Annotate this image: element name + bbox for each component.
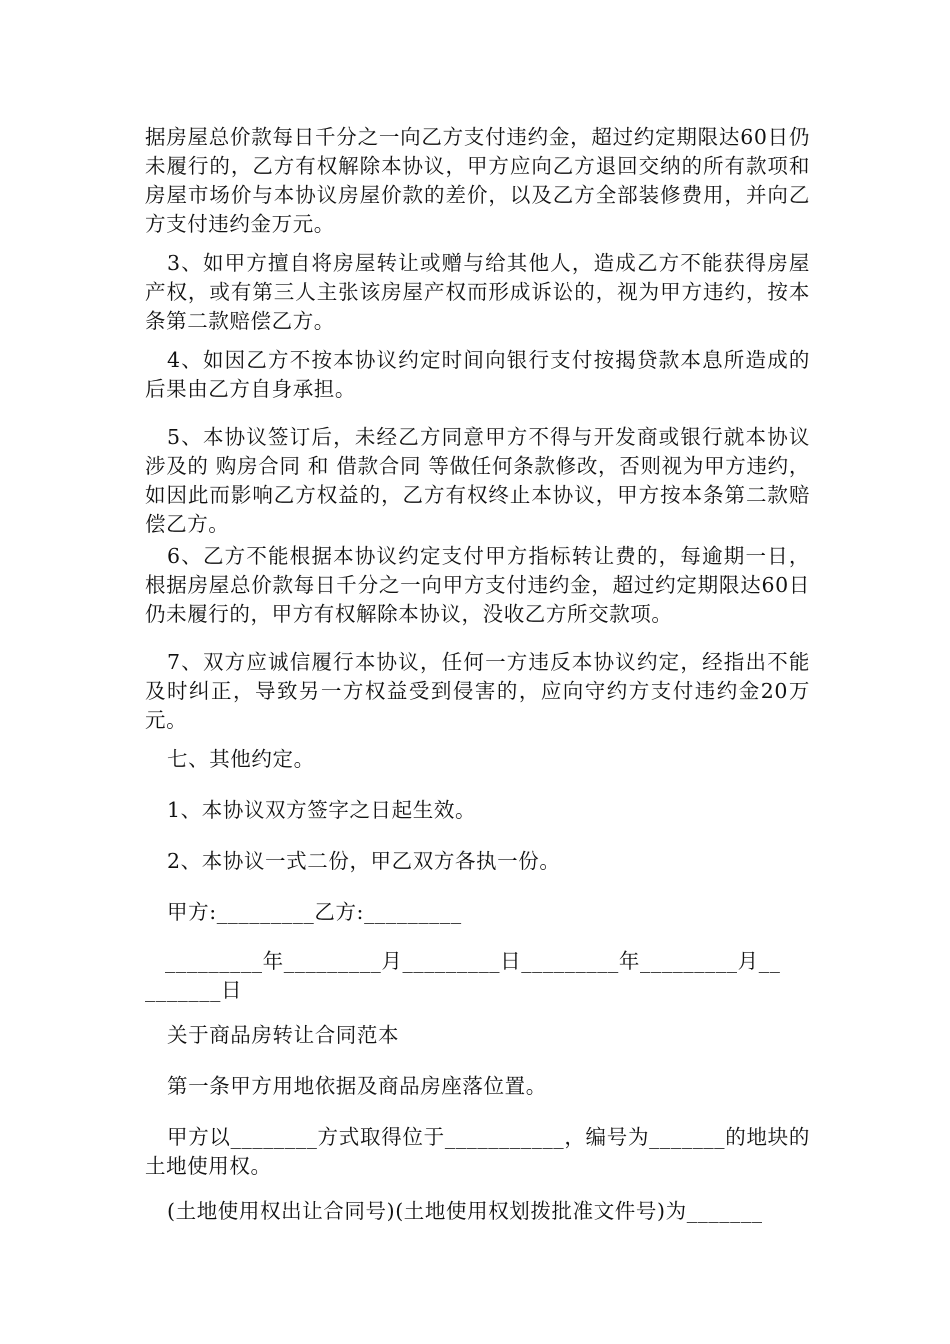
paragraph-clause-3: 3、如甲方擅自将房屋转让或赠与给其他人，造成乙方不能获得房屋产权，或有第三人主张该房屋产权而形成诉讼的，视为甲方违约，按本条第二款赔偿乙方。: [145, 251, 810, 333]
paragraph-penalty-continuation: 据房屋总价款每日千分之一向乙方支付违约金，超过约定期限达60日仍未履行的，乙方有权解除本协议，甲方应向乙方退回交纳的所有款项和房屋市场价与本协议房屋价款的差价，以及乙方全部装修费用，并向乙方支付违约金万元。: [145, 125, 810, 236]
paragraph-clause-7: 7、双方应诚信履行本协议，任何一方违反本协议约定，经指出不能及时纠正，导致另一方权益受到侵害的，应向守约方支付违约金20万元。: [145, 650, 810, 732]
paragraph-land-contract-number: (土地使用权出让合同号)(土地使用权划拨批准文件号)为_______: [167, 1199, 763, 1223]
paragraph-clause-5: 5、本协议签订后，未经乙方同意甲方不得与开发商或银行就本协议涉及的 购房合同 和 借款合同 等做任何条款修改，否则视为甲方违约，如因此而影响乙方权益的，乙方有权终止本协议，甲方按本条第二款赔偿乙方。: [145, 425, 810, 536]
article-1-heading: 第一条甲方用地依据及商品房座落位置。: [167, 1074, 547, 1098]
paragraph-land-acquisition: 甲方以________方式取得位于___________，编号为_______的地块的土地使用权。: [145, 1125, 810, 1178]
contract-title: 关于商品房转让合同范本: [167, 1023, 400, 1047]
paragraph-effective-date: 1、本协议双方签字之日起生效。: [167, 798, 477, 822]
paragraph-copies: 2、本协议一式二份，甲乙双方各执一份。: [167, 849, 561, 873]
paragraph-clause-4: 4、如因乙方不按本协议约定时间向银行支付按揭贷款本息所造成的后果由乙方自身承担。: [145, 348, 810, 401]
paragraph-clause-6: 6、乙方不能根据本协议约定支付甲方指标转让费的，每逾期一日，根据房屋总价款每日千分之一向甲方支付违约金，超过约定期限达60日仍未履行的，甲方有权解除本协议，没收乙方所交款项。: [145, 544, 810, 626]
section-heading-other-terms: 七、其他约定。: [167, 747, 315, 771]
date-line: _________年_________月_________日_________年_________月__ _______日: [145, 949, 781, 1002]
signature-line: 甲方:_________乙方:_________: [167, 900, 462, 924]
